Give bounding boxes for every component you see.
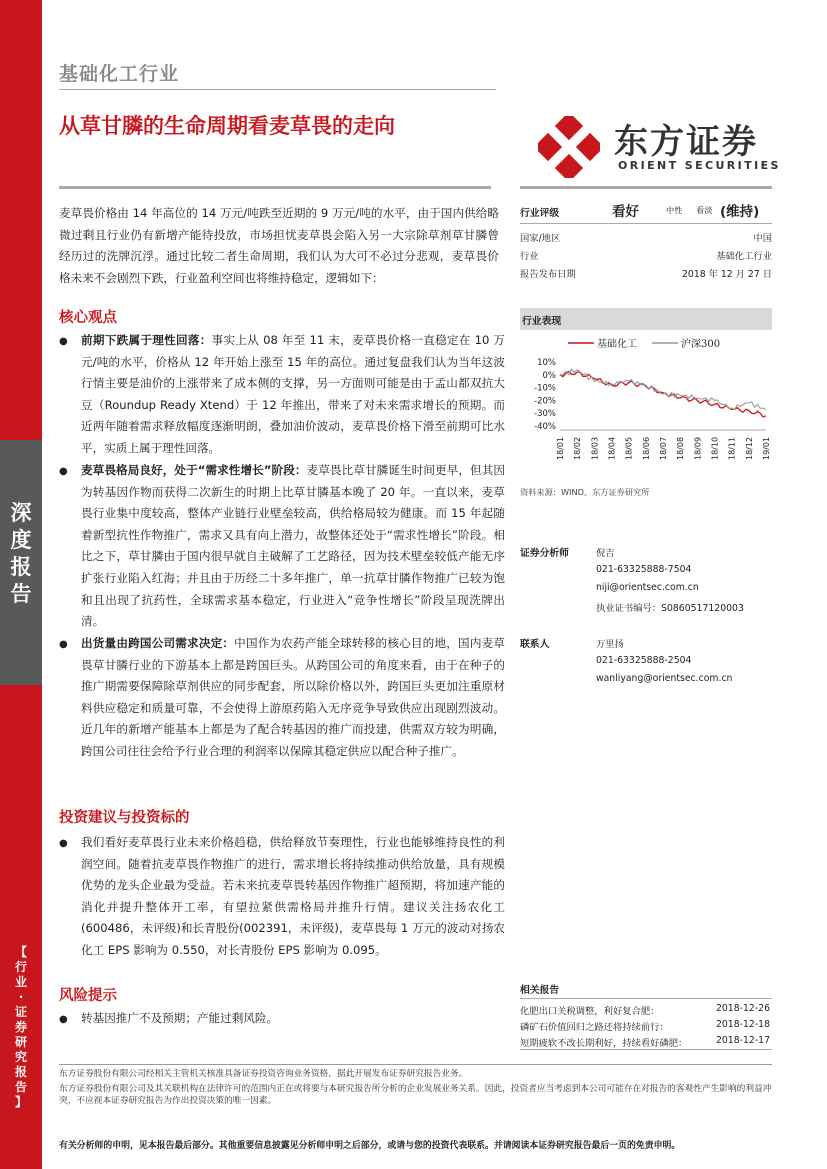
core-item-lead: 前期下跌属于理性回落： bbox=[81, 333, 212, 347]
vertical-char: 报 bbox=[14, 1065, 27, 1079]
disclaimer-line-2: 东方证券股份有限公司及其关联机构在法律许可的范围内正在或将要与本研究报告所分析的企业发展业务关系。因此，投资者应当考虑到本公司可能存在对报告的客观性产生影响的利益冲突，不应视本证券研究报告为作出投资决策的唯一因素。 bbox=[59, 1084, 772, 1106]
disclaimer-rule bbox=[59, 1064, 772, 1065]
risk-text: 转基因推广不及预期；产能过剩风险。 bbox=[81, 1011, 279, 1025]
invest-heading: 投资建议与投资标的 bbox=[59, 810, 190, 826]
related-item[interactable] bbox=[520, 1003, 772, 1018]
y-tick-label: 0% bbox=[542, 370, 556, 381]
x-tick-label: 18/08 bbox=[676, 436, 686, 460]
vertical-char: 度 bbox=[10, 528, 32, 552]
chart-source: 资料来源：WIND、东方证券研究所 bbox=[520, 487, 650, 497]
info-key: 行业 bbox=[520, 251, 539, 262]
disclaimer-bold: 有关分析师的申明，见本报告最后部分。其他重要信息披露见分析师申明之后部分，或请与您的投资代表联系。并请阅读本证券研究报告最后一页的免责申明。 bbox=[59, 1141, 681, 1151]
core-item-1 bbox=[59, 330, 505, 460]
vertical-char: · bbox=[18, 990, 24, 1004]
contact-name: 万里扬 bbox=[596, 639, 624, 650]
core-item-lead: 麦草畏格局良好，处于“需求性增长”阶段： bbox=[81, 463, 307, 477]
analyst-phone: 021-63325888-7504 bbox=[596, 564, 692, 575]
report-title: 从草甘膦的生命周期看麦草畏的走向 bbox=[59, 114, 395, 138]
x-tick-label: 19/01 bbox=[762, 436, 771, 460]
vertical-char: 研 bbox=[14, 1035, 27, 1049]
contact-email[interactable]: wanliyang@orientsec.com.cn bbox=[596, 673, 733, 684]
vertical-char: 告 bbox=[10, 582, 32, 606]
invest-item bbox=[59, 832, 505, 962]
rating-weak: 看淡 bbox=[696, 205, 713, 215]
x-tick-label: 18/02 bbox=[573, 436, 583, 460]
analyst-cert: 执业证书编号：S0860517120003 bbox=[596, 603, 744, 614]
contact-label: 联系人 bbox=[520, 639, 550, 650]
info-value: 基础化工行业 bbox=[716, 251, 772, 262]
vertical-char: 券 bbox=[14, 1020, 27, 1034]
x-tick-label: 18/06 bbox=[641, 436, 651, 460]
vertical-char: 业 bbox=[14, 975, 27, 989]
bullet-icon: ● bbox=[59, 639, 68, 650]
info-key: 报告发布日期 bbox=[520, 269, 576, 280]
info-key: 国家/地区 bbox=[520, 233, 561, 244]
related-heading: 相关报告 bbox=[520, 985, 560, 996]
analyst-email[interactable]: niji@orientsec.com.cn bbox=[596, 582, 699, 593]
x-tick-label: 18/01 bbox=[556, 436, 565, 460]
related-item[interactable] bbox=[520, 1035, 772, 1050]
bullet-icon: ● bbox=[59, 336, 68, 347]
risk-heading: 风险提示 bbox=[59, 988, 117, 1004]
vertical-char: 深 bbox=[10, 501, 32, 525]
y-tick-label: -40% bbox=[534, 422, 556, 432]
related-item[interactable] bbox=[520, 1019, 772, 1034]
intro-paragraph: 麦草畏价格由 14 年高位的 14 万元/吨跌至近期的 9 万元/吨的水平，由于国内供给略微过剩且行业仍有新增产能待投放，市场担忧麦草畏会陷入另一大宗除草剂草甘膦曾经历过的洗牌沉浮。通过比较二者生命周期，我们认为大可不必过分悲观，麦草畏价格未来不会剧烈下跌，行业盈利空间也将维持稳定，逻辑如下： bbox=[59, 206, 499, 285]
y-tick-label: 10% bbox=[537, 358, 556, 368]
vertical-char: 行 bbox=[14, 960, 27, 974]
related-bottom-rule bbox=[520, 1049, 772, 1050]
performance-chart bbox=[520, 334, 772, 482]
bullet-icon: ● bbox=[59, 466, 68, 477]
report-type-label bbox=[0, 500, 42, 608]
series-line-hs300 bbox=[560, 369, 766, 409]
performance-header bbox=[520, 308, 772, 330]
rating-label: 行业评级 bbox=[520, 208, 560, 219]
bullet-icon: ● bbox=[59, 838, 68, 849]
core-item-text: 麦草畏比草甘膦诞生时间更早，但其因为转基因作物而获得二次新生的时期上比草甘膦基本晚了 20 年。一直以来，麦草畏行业集中度较高，整体产业链行业壁垒较高，供给格局较为健康。而 15 年起随着新型抗性作物推广，需求又具有向上潜力，故整体还处于“需求性增长”阶段。相比之下，草甘膦由于国内很早就自主破解了工艺路径，因为技术壁垒较低产能无序扩张行业陷入红海；并且由于历经二十多年推广，单一抗草甘膦作物推广已较为饱和且出现了抗药性，全球需求基本稳定，行业进入“竞争性增长”阶段呈现洗牌出清。 bbox=[81, 463, 505, 629]
related-date: 2018-12-17 bbox=[715, 1035, 770, 1046]
invest-text: 我们看好麦草畏行业未来价格趋稳，供给释放节奏理性，行业也能够维持良性的利润空间。随着抗麦草畏作物推广的进行，需求增长将持续推动供给放量，具有规模优势的龙头企业最为受益。若未来抗麦草畏转基因作物推广超预期，将加速产能的消化并提升整体开工率，有望拉紧供需格局并推升行情。建议关注扬农化工(600486，未评级)和长青股份(002391，未评级)，麦草畏每 1 万元的波动对扬农化工 EPS 影响为 0.550，对长青股份 EPS 影响为 0.095。 bbox=[81, 835, 505, 957]
core-item-2 bbox=[59, 460, 505, 633]
logo-rule bbox=[520, 186, 772, 189]
risk-item bbox=[59, 1008, 505, 1030]
industry-label: 基础化工行业 bbox=[59, 63, 180, 85]
bullet-icon: ● bbox=[59, 1014, 68, 1025]
x-tick-label: 18/03 bbox=[590, 436, 600, 460]
vertical-char: 究 bbox=[14, 1050, 27, 1064]
rating-neutral: 中性 bbox=[666, 205, 683, 215]
header-rule bbox=[59, 89, 496, 90]
related-date: 2018-12-18 bbox=[715, 1019, 770, 1030]
analyst-name: 倪吉 bbox=[596, 548, 615, 559]
logo-name-en: ORIENT SECURITIES bbox=[618, 159, 781, 172]
logo-name-cn: 东方证券 bbox=[614, 122, 758, 162]
vertical-char: 【 bbox=[14, 945, 27, 959]
core-item-lead: 出货量由跨国公司需求决定： bbox=[81, 636, 235, 650]
rating-row bbox=[520, 198, 772, 224]
performance-label: 行业表现 bbox=[522, 316, 562, 327]
orient-logo-icon bbox=[538, 116, 600, 178]
related-title[interactable]: 短期疲软不改长期利好，持续看好磷肥： bbox=[520, 1038, 688, 1049]
title-rule bbox=[59, 186, 491, 189]
related-rule bbox=[520, 998, 772, 999]
legend-label: 基础化工 bbox=[597, 339, 637, 350]
vertical-char: 告 bbox=[14, 1080, 27, 1094]
related-title[interactable]: 磷矿石价值回归之路还将持续前行： bbox=[520, 1022, 669, 1033]
related-title[interactable]: 化肥出口关税调整，利好复合肥： bbox=[520, 1006, 660, 1017]
rating-main: 看好 bbox=[612, 204, 639, 220]
x-tick-label: 18/09 bbox=[693, 436, 703, 460]
x-tick-label: 18/11 bbox=[727, 436, 737, 460]
rating-keep: (维持) bbox=[720, 204, 760, 220]
x-tick-label: 18/04 bbox=[607, 436, 617, 460]
info-value: 2018 年 12 月 27 日 bbox=[682, 269, 772, 280]
x-tick-label: 18/05 bbox=[624, 436, 634, 460]
vertical-char: 证 bbox=[14, 1005, 27, 1019]
info-value: 中国 bbox=[753, 233, 772, 244]
legend-label: 沪深300 bbox=[681, 339, 721, 350]
x-tick-label: 18/12 bbox=[744, 436, 754, 460]
core-item-text: 事实上从 08 年至 11 末，麦草畏价格一直稳定在 10 万元/吨的水平，价格从 12 年开始上涨至 15 年的高位。通过复盘我们认为当年这波行情主要是油价的上涨带来了成本侧的支撑，另一方面则可能是由于孟山都双抗大豆（Roundup Ready Xtend）于 12 年推出，带来了对未来需求增长的预期。而近两年随着需求释放幅度逐渐明朗，叠加油价波动，麦草畏价格下滑至前期可比水平，实质上属于理性回落。 bbox=[81, 333, 505, 455]
core-heading: 核心观点 bbox=[59, 310, 117, 326]
core-item-3 bbox=[59, 633, 505, 763]
x-tick-label: 18/10 bbox=[710, 436, 720, 460]
core-item-text: 中国作为农药产能全球转移的核心目的地，国内麦草畏草甘膦行业的下游基本上都是跨国巨头。从跨国公司的角度来看，由于在种子的推广期需要保障除草剂供应的同步配套，所以除价格以外，跨国巨头更加注重原材料供应稳定和质量可靠，不会使得上游原药陷入无序竞争导致供应出现剧烈波动。近几年的新增产能基本上都是为了配合转基因的推广而投建，供需双方较为明确，跨国公司往往会给予行业合理的利润率以保障其稳定供应以配合种子推广。 bbox=[81, 636, 505, 758]
series-label bbox=[0, 945, 42, 1110]
y-tick-label: -30% bbox=[534, 409, 556, 420]
y-tick-label: -10% bbox=[534, 383, 556, 394]
disclaimer-line-1: 东方证券股份有限公司经相关主管机关核准具备证券投资咨询业务资格，据此开展发布证券研究报告业务。 bbox=[59, 1069, 468, 1079]
vertical-char: 报 bbox=[10, 555, 32, 579]
vertical-char: 】 bbox=[14, 1095, 27, 1109]
related-date: 2018-12-26 bbox=[715, 1003, 770, 1014]
analyst-label: 证券分析师 bbox=[520, 548, 569, 559]
x-tick-label: 18/07 bbox=[659, 436, 668, 460]
y-tick-label: -20% bbox=[534, 396, 556, 407]
contact-phone: 021-63325888-2504 bbox=[596, 655, 692, 666]
